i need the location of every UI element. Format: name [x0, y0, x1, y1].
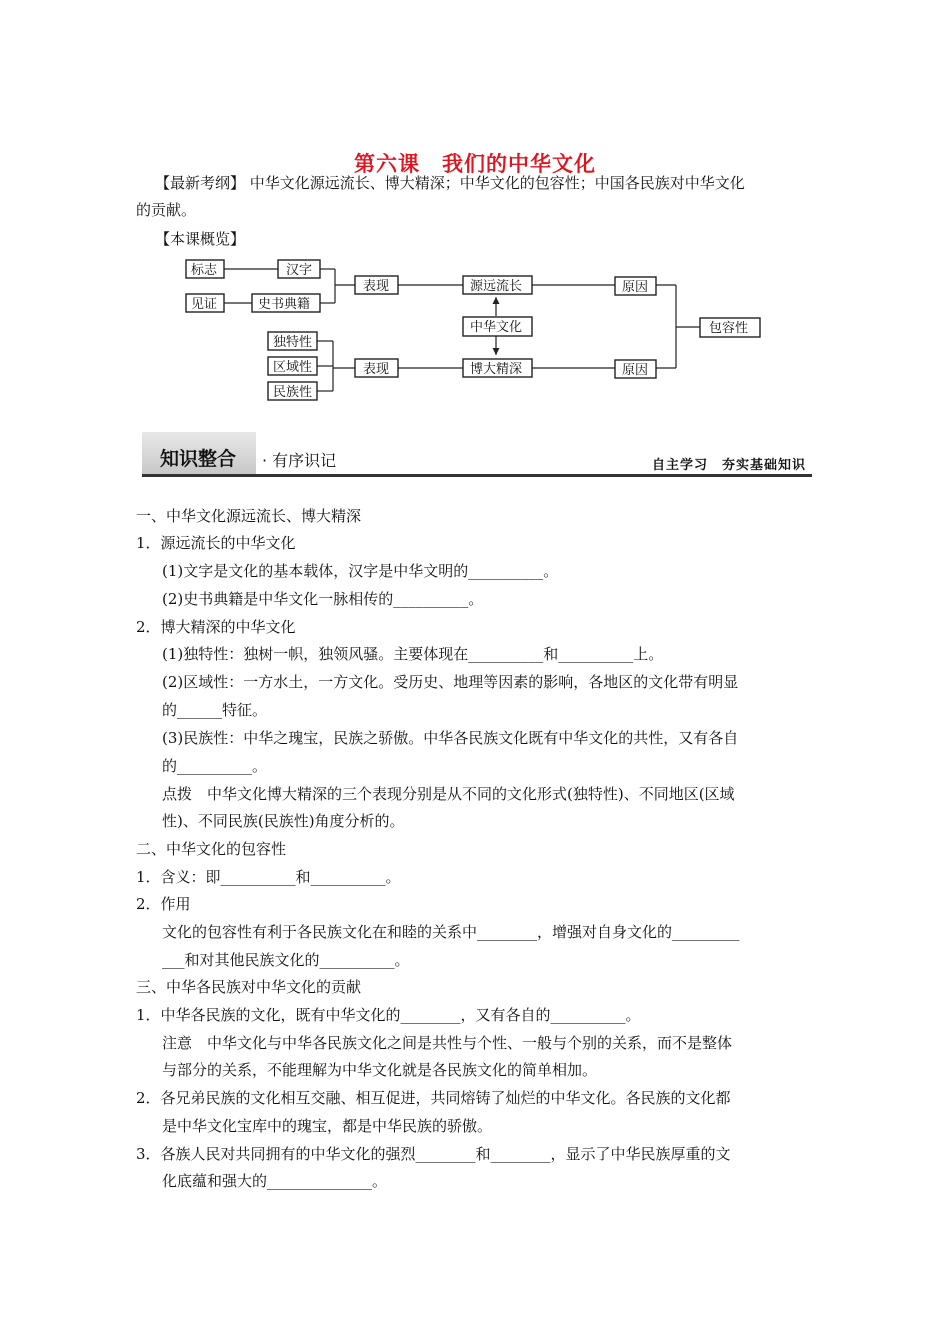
- overview-label: 【本课概览】: [155, 230, 246, 248]
- section-heading-3: 三、中华各民族对中华文化的贡献: [136, 978, 362, 996]
- text-line: (3)民族性：中华之瑰宝，民族之骄傲。中华各民族文化既有中华文化的共性，又有各自: [162, 729, 739, 747]
- node-yuanyin-2: [615, 360, 656, 378]
- banner-title: 知识整合: [160, 448, 237, 470]
- text-line: 化底蕴和强大的______________。: [162, 1172, 388, 1190]
- node-label: 史书典籍: [258, 297, 311, 312]
- node-label: 民族性: [273, 385, 313, 400]
- text-line: (1)文字是文化的基本载体，汉字是中华文明的__________。: [162, 562, 559, 580]
- section-heading-2: 二、中华文化的包容性: [136, 840, 287, 858]
- text-line: 的__________。: [162, 757, 268, 775]
- banner-right-label: 自主学习 夯实基础知识: [651, 458, 806, 473]
- text-line: 文化的包容性有利于各民族文化在和睦的关系中________，增强对自身文化的_________: [162, 923, 740, 941]
- node-label: 中华文化: [470, 320, 523, 335]
- node-biaoxian-2: [355, 359, 398, 377]
- text-line: 3．各族人民对共同拥有的中华文化的强烈________和________，显示了中华民族厚重的文: [136, 1145, 731, 1163]
- text-line: 性)、不同民族(民族性)角度分析的。: [162, 812, 405, 830]
- node-jianzheng: [186, 294, 224, 312]
- node-zhonghua: [463, 317, 532, 336]
- text-line: 2．作用: [136, 895, 191, 913]
- text-line: ___和对其他民族文化的__________。: [162, 951, 410, 969]
- node-label: 包容性: [709, 321, 749, 336]
- concept-diagram: [180, 250, 780, 410]
- text-line: 与部分的关系，不能理解为中华文化就是各民族文化的简单相加。: [162, 1061, 598, 1079]
- node-label: 表现: [363, 279, 390, 294]
- node-biaozhi: [186, 260, 224, 278]
- node-label: 标志: [191, 263, 218, 278]
- section-heading-1: 一、中华文化源远流长、博大精深: [136, 507, 362, 525]
- node-label: 汉字: [286, 263, 313, 278]
- text-line: (2)区域性：一方水土，一方文化。受历史、地理等因素的影响，各地区的文化带有明显: [162, 673, 739, 691]
- node-baorong: [700, 318, 760, 337]
- node-label: 原因: [622, 363, 649, 378]
- syllabus-line-1: 【最新考纲】 中华文化源远流长、博大精深；中华文化的包容性；中国各民族对中华文化: [155, 174, 745, 192]
- syllabus-line-2: 的贡献。: [136, 201, 197, 219]
- banner-subtitle: · 有序识记: [262, 451, 337, 470]
- text-line: (1)独特性：独树一帜，独领风骚。主要体现在__________和__________上。: [162, 645, 664, 663]
- node-label: 独特性: [273, 335, 313, 350]
- text-line: 是中华文化宝库中的瑰宝，都是中华民族的骄傲。: [162, 1117, 493, 1135]
- text-line: 的______特征。: [162, 701, 268, 719]
- node-biaoxian-1: [355, 276, 398, 294]
- banner-rule: [142, 474, 812, 477]
- node-yuanyuan: [463, 276, 532, 294]
- node-minzu: [268, 382, 317, 400]
- text-line: 2．各兄弟民族的文化相互交融、相互促进，共同熔铸了灿烂的中华文化。各民族的文化都: [136, 1089, 731, 1107]
- section-banner: [142, 432, 812, 480]
- text-line: 2．博大精深的中华文化: [136, 618, 296, 636]
- node-shishu: [252, 294, 320, 312]
- text-line: 注意 中华文化与中华各民族文化之间是共性与个性、一般与个别的关系，而不是整体: [162, 1034, 733, 1052]
- text-line: 1．含义：即__________和__________。: [136, 868, 401, 886]
- node-label: 表现: [363, 362, 390, 377]
- text-line: (2)史书典籍是中华文化一脉相传的__________。: [162, 590, 484, 608]
- text-line: 点拨 中华文化博大精深的三个表现分别是从不同的文化形式(独特性)、不同地区(区域: [162, 785, 735, 803]
- node-yuanyin-1: [615, 277, 656, 295]
- node-label: 源远流长: [470, 279, 523, 294]
- text-line: 1．源远流长的中华文化: [136, 534, 296, 552]
- node-quyu: [268, 357, 317, 375]
- page-title: 第六课 我们的中华文化: [354, 151, 596, 176]
- node-label: 原因: [622, 280, 649, 295]
- node-hanzi: [278, 260, 320, 278]
- node-label: 区域性: [273, 360, 313, 375]
- text-line: 1．中华各民族的文化，既有中华文化的________，又有各自的__________。: [136, 1006, 641, 1024]
- node-dute: [268, 332, 317, 350]
- node-boda: [463, 359, 532, 377]
- node-label: 见证: [191, 297, 218, 312]
- node-label: 博大精深: [470, 362, 523, 377]
